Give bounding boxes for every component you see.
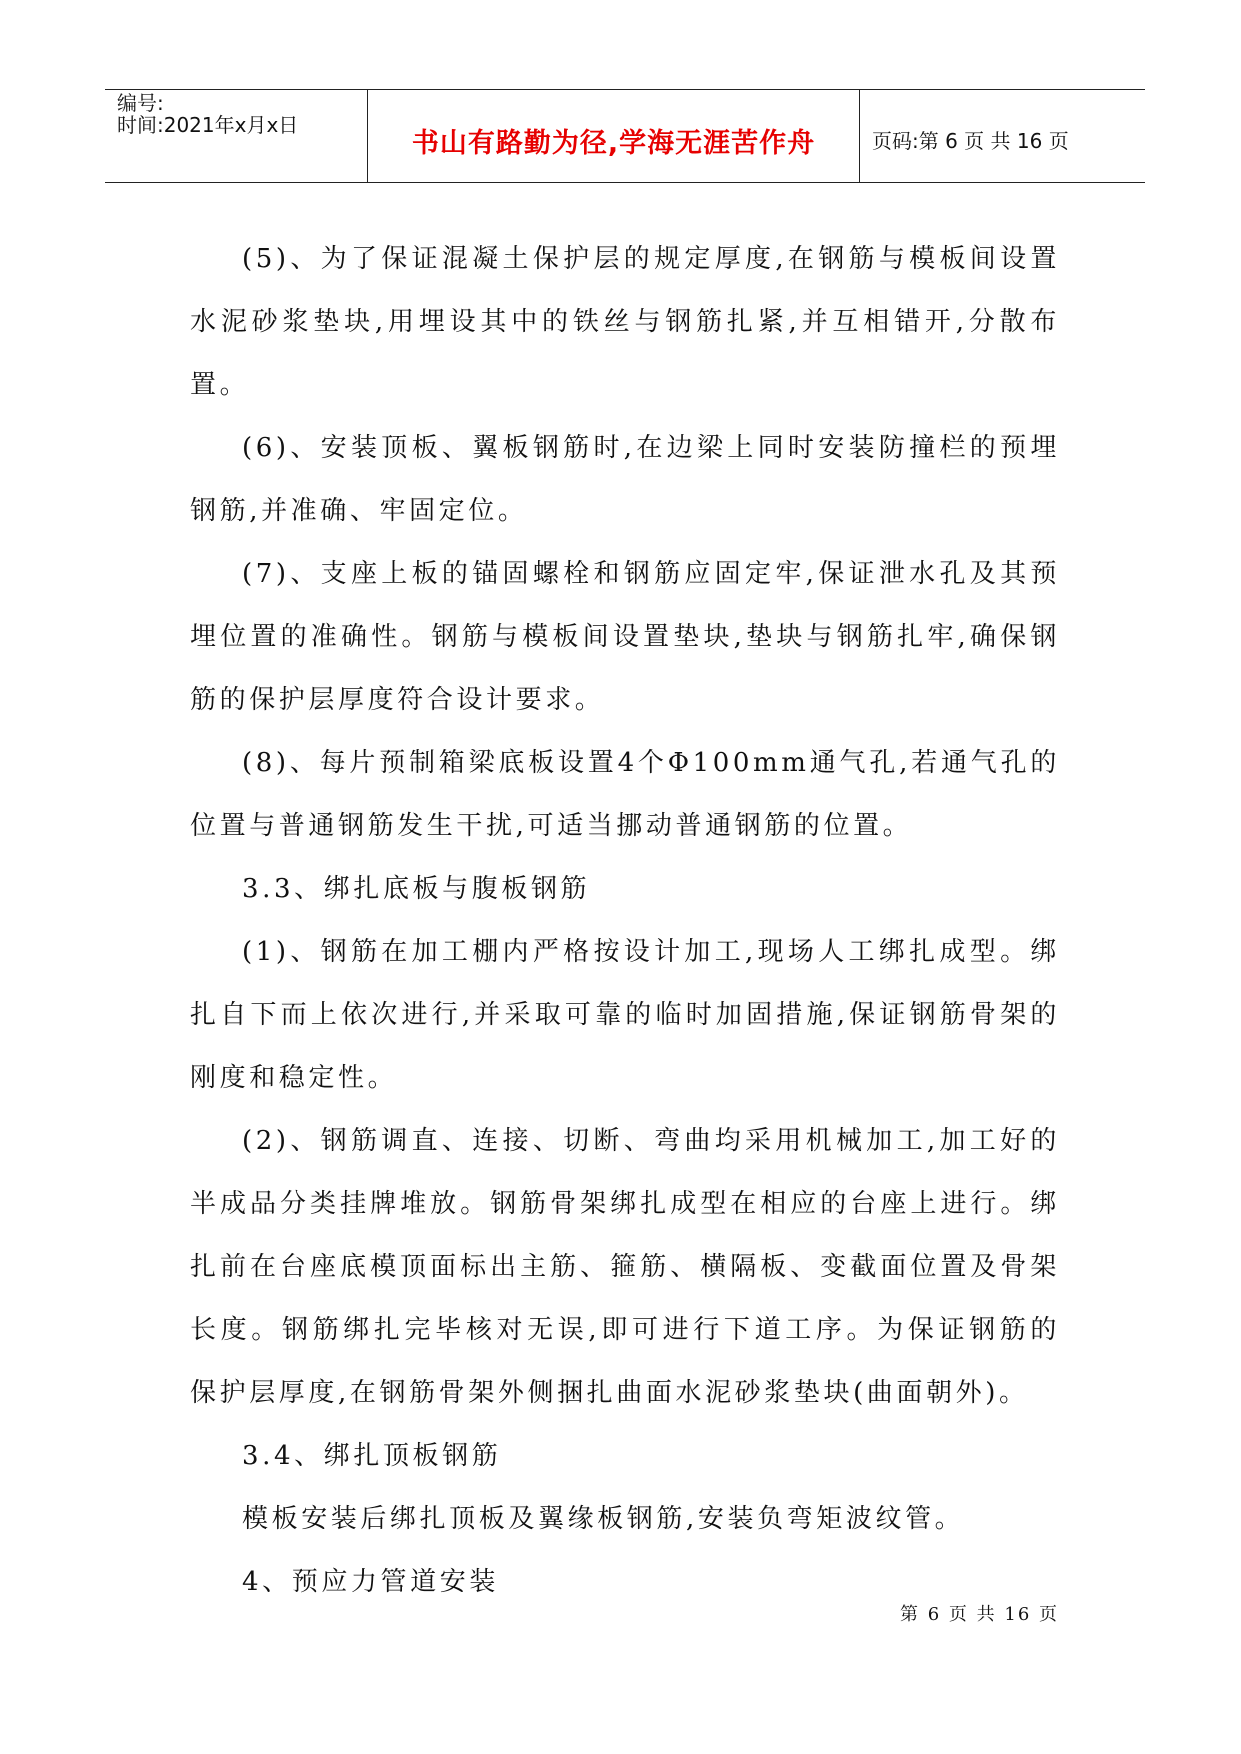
section-heading-3-4: 3.4、绑扎顶板钢筋 [242,1441,502,1471]
section-heading-4: 4、预应力管道安装 [242,1567,499,1597]
header-page-cell [860,90,1145,182]
paragraph-3-3-item-1: (1)、钢筋在加工棚内严格按设计加工,现场人工绑扎成型。绑扎自下而上依次进行,并采取可靠的临时加固措施,保证钢筋骨架的刚度和稳定性。 [190,937,1060,1093]
document-number-label: 编号: [117,91,164,115]
page-footer: 第 6 页 共 16 页 [900,1604,1059,1625]
header-motto-cell [368,90,860,182]
paragraph-item-5: (5)、为了保证混凝土保护层的规定厚度,在钢筋与模板间设置水泥砂浆垫块,用埋设其中的铁丝与钢筋扎紧,并互相错开,分散布置。 [190,244,1060,400]
paragraph-item-8: (8)、每片预制箱梁底板设置4个Φ100mm通气孔,若通气孔的位置与普通钢筋发生干扰,可适当挪动普通钢筋的位置。 [190,748,1060,841]
paragraph-3-3-item-2: (2)、钢筋调直、连接、切断、弯曲均采用机械加工,加工好的半成品分类挂牌堆放。钢筋骨架绑扎成型在相应的台座上进行。绑扎前在台座底模顶面标出主筋、箍筋、横隔板、变截面位置及骨架长度。钢筋绑扎完毕核对无误,即可进行下道工序。为保证钢筋的保护层厚度,在钢筋骨架外侧捆扎曲面水泥砂浆垫块(曲面朝外)。 [190,1126,1060,1408]
document-date-label: 时间:2021年x月x日 [117,113,299,137]
document-header [105,89,1145,183]
paragraph-item-7: (7)、支座上板的锚固螺栓和钢筋应固定牢,保证泄水孔及其预埋位置的准确性。钢筋与模板间设置垫块,垫块与钢筋扎牢,确保钢筋的保护层厚度符合设计要求。 [190,559,1060,715]
paragraph-3-4: 模板安装后绑扎顶板及翼缘板钢筋,安装负弯矩波纹管。 [242,1504,965,1534]
paragraph-item-6: (6)、安装顶板、翼板钢筋时,在边梁上同时安装防撞栏的预埋钢筋,并准确、牢固定位。 [190,433,1060,526]
header-page-number: 页码:第 6 页 共 16 页 [872,129,1069,153]
section-heading-3-3: 3.3、绑扎底板与腹板钢筋 [242,874,591,904]
header-motto: 书山有路勤为径,学海无涯苦作舟 [411,128,816,159]
document-body [190,228,1060,1614]
header-info-cell [105,90,368,182]
